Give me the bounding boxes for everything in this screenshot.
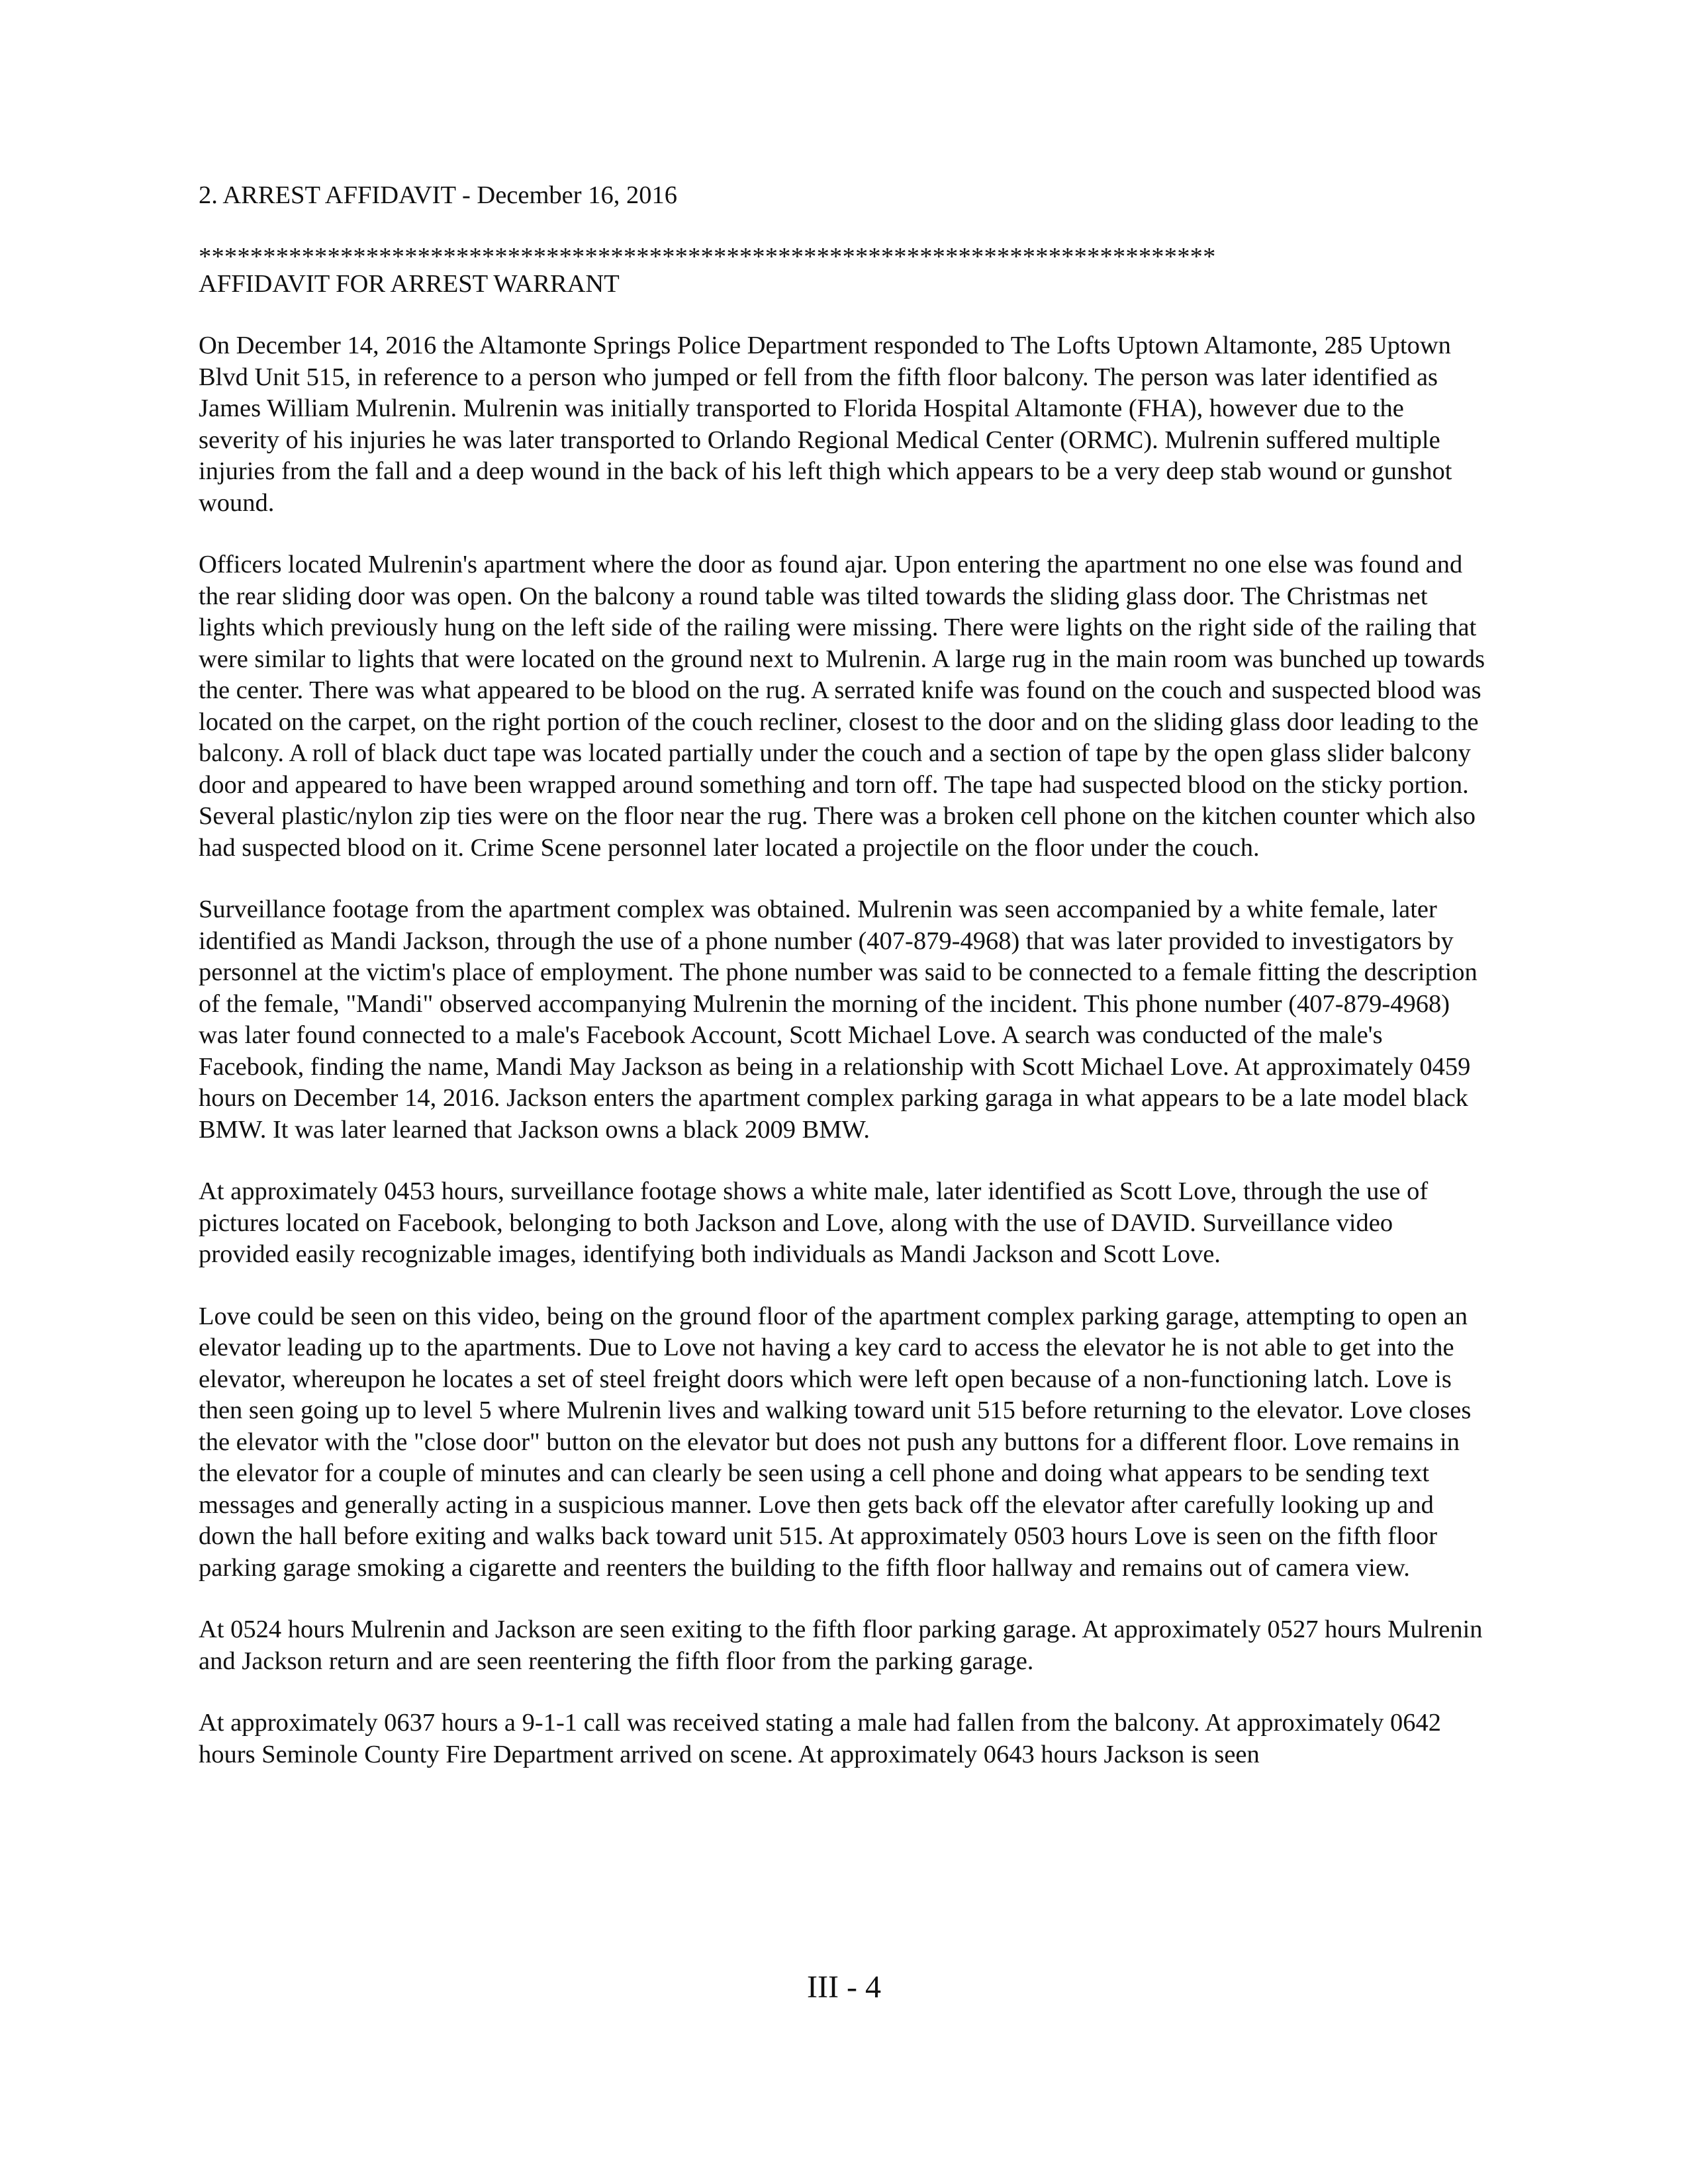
document-body [199, 180, 1489, 1801]
separator-line: ******************************************************************************* [199, 243, 1216, 269]
paragraph-elevator-footage: Love could be seen on this video, being on the ground floor of the apartment complex parking garage, attempting to open an elevator leading up to the apartments. Due to Love not having a key card to access the elevator he is not able to get into the elevator, whereupon he locates a set of steel freight doors which were left open because of a non-functioning latch. Love is then seen going up to level 5 where Mulrenin lives and walking toward unit 515 before returning to the elevator. Love closes the elevator with the "close door" button on the elevator but does not push any buttons for a different floor. Love remains in the elevator for a couple of minutes and can clearly be seen using a cell phone and doing what appears to be sending text messages and generally acting in a suspicious manner. Love then gets back off the elevator after carefully looking up and down the hall before exiting and walks back toward unit 515. At approximately 0503 hours Love is seen on the fifth floor parking garage smoking a cigarette and reenters the building to the fifth floor hallway and remains out of camera view. [199, 1302, 1472, 1582]
affidavit-title: AFFIDAVIT FOR ARREST WARRANT [199, 269, 620, 298]
paragraph-apartment-scene: Officers located Mulrenin's apartment where the door as found ajar. Upon entering the apartment no one else was found and the rear sliding door was open. On the balcony a round table was tilted towards the sliding glass door. The Christmas net lights which previously hung on the left side of the railing were missing. There were lights on the right side of the railing that were similar to lights that were located on the ground next to Mulrenin. A large rug in the main room was bunched up towards the center. There was what appeared to be blood on the rug. A serrated knife was found on the couch and suspected blood was located on the carpet, on the right portion of the couch recliner, closest to the door and on the sliding glass door leading to the balcony. A roll of black duct tape was located partially under the couch and a section of tape by the open glass slider balcony door and appeared to have been wrapped around something and torn off. The tape had suspected blood on the sticky portion. Several plastic/nylon zip ties were on the floor near the rug. There was a broken cell phone on the kitchen counter which also had suspected blood on it. Crime Scene personnel later located a projectile on the floor under the couch. [199, 551, 1485, 862]
page-number: III - 4 [807, 1970, 881, 2005]
document-heading: 2. ARREST AFFIDAVIT - December 16, 2016 [199, 181, 677, 209]
paragraph-incident-response: On December 14, 2016 the Altamonte Springs Police Department responded to The Lofts Uptown Altamonte, 285 Uptown Blvd Unit 515, in reference to a person who jumped or fell from the fifth floor balcony. The person was later identified as James William Mulrenin. Mulrenin was initially transported to Florida Hospital Altamonte (FHA), however due to the severity of his injuries he was later transported to Orlando Regional Medical Center (ORMC). Mulrenin suffered multiple injuries from the fall and a deep wound in the back of his left thigh which appears to be a very deep stab wound or gunshot wound. [199, 332, 1452, 517]
paragraph-parking-garage: At 0524 hours Mulrenin and Jackson are seen exiting to the fifth floor parking garage. At approximately 0527 hours Mulrenin and Jackson return and are seen reentering the fifth floor from the parking garage. [199, 1615, 1483, 1675]
paragraph-surveillance-jackson: Surveillance footage from the apartment complex was obtained. Mulrenin was seen accompanied by a white female, later identified as Mandi Jackson, through the use of a phone number (407-879-4968) that was later provided to investigators by personnel at the victim's place of employment. The phone number was said to be connected to a female fitting the description of the female, "Mandi" observed accompanying Mulrenin the morning of the incident. This phone number (407-879-4968) was later found connected to a male's Facebook Account, Scott Michael Love. A search was conducted of the male's Facebook, finding the name, Mandi May Jackson as being in a relationship with Scott Michael Love. At approximately 0459 hours on December 14, 2016. Jackson enters the apartment complex parking garaga in what appears to be a late model black BMW. It was later learned that Jackson owns a black 2009 BMW. [199, 895, 1477, 1144]
paragraph-911-call: At approximately 0637 hours a 9-1-1 call was received stating a male had fallen from the balcony. At approximately 0642 hours Seminole County Fire Department arrived on scene. At approximately 0643 hours Jackson is seen [199, 1709, 1442, 1768]
paragraph-surveillance-love: At approximately 0453 hours, surveillance footage shows a white male, later identified as Scott Love, through the use of pictures located on Facebook, belonging to both Jackson and Love, along with the use of DAVID. Surveillance video provided easily recognizable images, identifying both individuals as Mandi Jackson and Scott Love. [199, 1177, 1429, 1268]
